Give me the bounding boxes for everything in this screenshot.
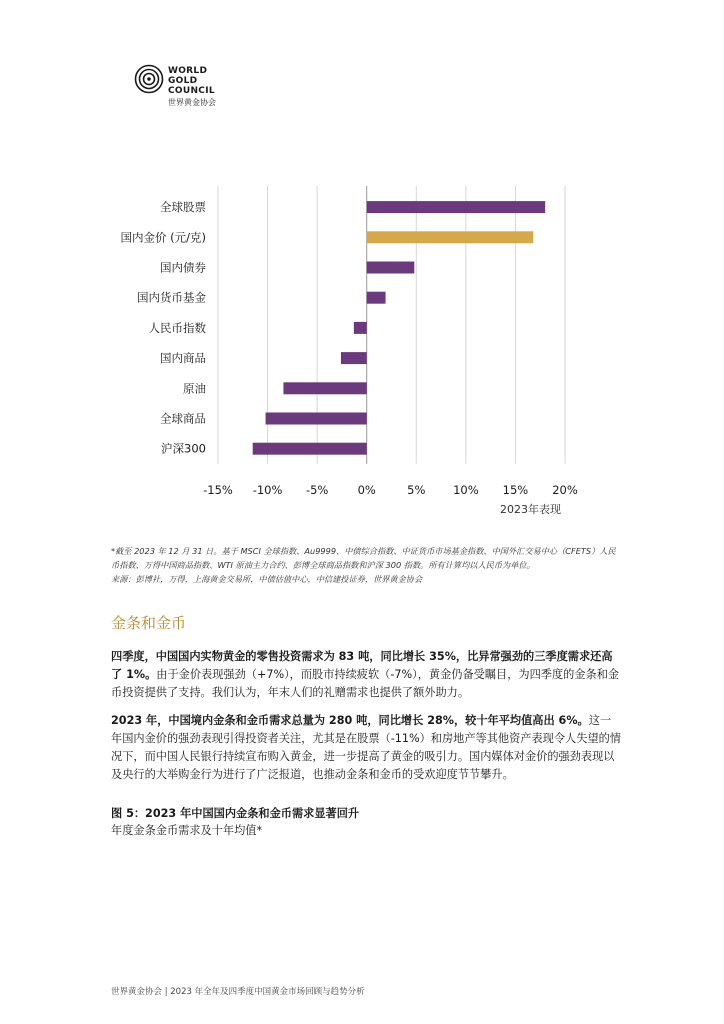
footnote-source: 来源：彭博社，万得，上海黄金交易所，中债估值中心，中信建投证券，世界黄金协会 — [111, 574, 423, 584]
performance-bar-chart — [100, 180, 600, 500]
bar — [341, 352, 367, 364]
bar — [283, 382, 366, 394]
footnote-text: *截至 2023 年 12 月 31 日。基于 MSCI 全球指数、Au9999、中债综合指数、中证货币市场基金指数、中国外汇交易中心（CFETS）人民币指数、万得中国商品指数、WTI 原油主力合约、彭博全球商品指数和沪深 300 指数。所有计算均以人民币为单位。 — [111, 546, 616, 570]
paragraph-q4 — [111, 648, 621, 702]
x-tick-label: 0% — [357, 482, 376, 497]
x-tick-label: -5% — [305, 482, 329, 497]
paragraph-q4-body: 由于金价表现强劲（+7%），而股市持续疲软（-7%），黄金仍备受瞩目，为四季度的金条和金币投资提供了支持。我们认为，年末人们的礼赠需求也提供了额外助力。 — [111, 668, 620, 699]
bar — [253, 443, 367, 455]
x-tick-label: 15% — [502, 482, 529, 497]
category-label: 国内债券 — [160, 260, 206, 275]
world-gold-council-logo — [134, 64, 274, 110]
paragraph-2023-lead: 2023 年，中国境内金条和金币需求总量为 280 吨，同比增长 28%，较十年平均值高出 6%。 — [111, 714, 589, 727]
category-label: 全球商品 — [160, 411, 206, 426]
bar — [266, 413, 367, 425]
paragraph-q4-lead: 四季度，中国国内实物黄金的零售投资需求为 83 吨，同比增长 35%，比异常强劲的三季度需求还高了 1%。 — [111, 650, 613, 681]
section-title: 金条和金币 — [111, 614, 187, 632]
x-tick-label: -10% — [252, 482, 283, 497]
category-label: 国内金价 (元/克) — [120, 230, 206, 245]
x-tick-label: 10% — [453, 482, 479, 497]
logo-name-cn: 世界黄金协会 — [168, 98, 216, 107]
page-footer: 世界黄金协会 | 2023 年全年及四季度中国黄金市场回顾与趋势分析 — [111, 987, 365, 997]
logo-rings-icon — [134, 64, 164, 94]
chart-x-axis-label: 2023年表现 — [500, 503, 561, 516]
x-tick-label: 5% — [407, 482, 426, 497]
category-label: 国内商品 — [160, 351, 206, 366]
category-label: 国内货币基金 — [137, 290, 206, 305]
figure-title: 图 5：2023 年中国国内金条和金币需求显著回升 — [111, 807, 360, 820]
figure-subtitle: 年度金条金币需求及十年均值* — [111, 824, 263, 837]
category-label: 原油 — [183, 381, 206, 396]
logo-name-en: WORLD GOLD COUNCIL — [168, 66, 215, 96]
bar — [367, 292, 386, 304]
category-label: 沪深300 — [161, 441, 206, 456]
x-tick-label: 20% — [552, 482, 578, 497]
bar — [367, 262, 415, 274]
bar — [367, 231, 534, 243]
chart-footnote — [111, 544, 621, 586]
x-tick-label: -15% — [203, 482, 233, 497]
category-label: 全球股票 — [160, 200, 206, 215]
bar — [354, 322, 367, 334]
category-label: 人民币指数 — [148, 320, 206, 335]
paragraph-2023-body: 这一年国内金价的强劲表现引得投资者关注，尤其是在股票（-11%）和房地产等其他资产表现令人失望的情况下，而中国人民银行持续宣布购入黄金，进一步提高了黄金的吸引力。国内媒体对金价的强劲表现以及央行的大举购金行为进行了广泛报道，也推动金条和金币的受欢迎度节节攀升。 — [111, 714, 621, 781]
bar — [367, 201, 545, 213]
paragraph-2023 — [111, 712, 621, 784]
